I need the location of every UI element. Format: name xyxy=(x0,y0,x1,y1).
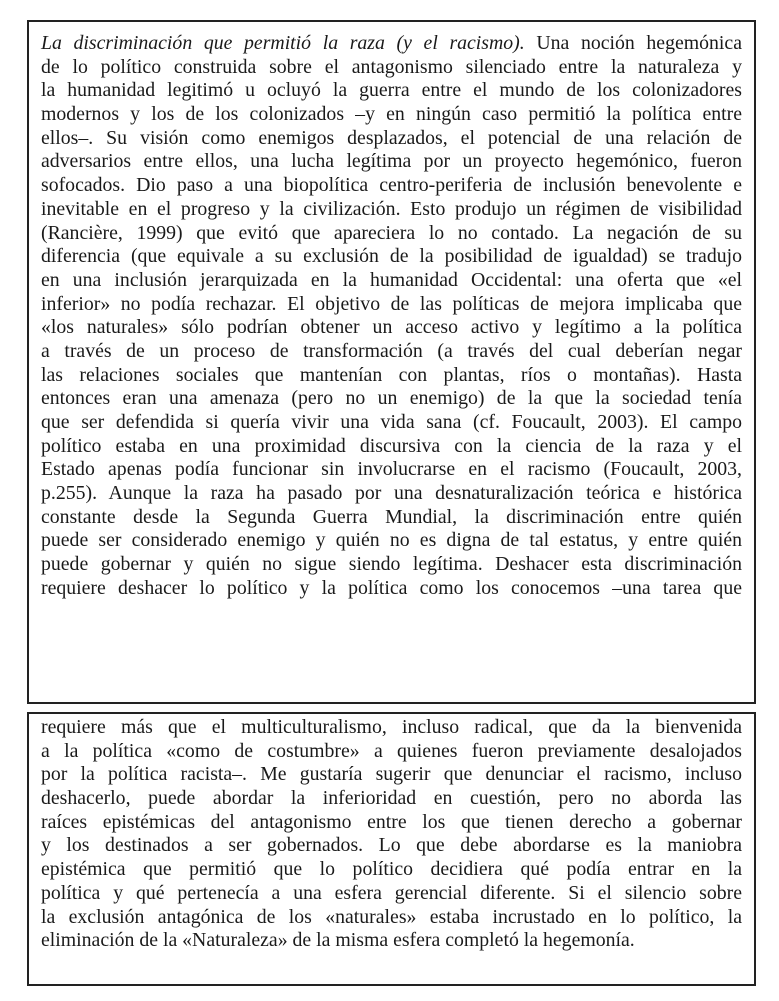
paragraph-line: la exclusión antagónica de los «naturales» estaba incrustado en lo político, la xyxy=(41,905,742,928)
paragraph-line: diferencia (que equivale a su exclusión de la posibilidad de igualdad) se tradujo xyxy=(41,245,742,268)
paragraph-line: política y qué pertenecía a una esfera gerencial diferente. Si el silencio sobre xyxy=(41,881,742,904)
paragraph-line: «los naturales» sólo podrían obtener un acceso activo y legítimo a la política xyxy=(41,316,742,339)
paragraph-line: y los destinados a ser gobernados. Lo que debe abordarse es la maniobra xyxy=(41,834,742,857)
paragraph-line: puede ser considerado enemigo y quién no es digna de tal estatus, y entre quién xyxy=(41,529,742,552)
section-heading: La discriminación que permitió la raza (y el racismo). xyxy=(41,32,525,54)
paragraph-line: de lo político construida sobre el antagonismo silenciado entre la naturaleza y xyxy=(41,55,742,78)
paragraph-line: inferior» no podía rechazar. El objetivo de las políticas de mejora implicaba que xyxy=(41,292,742,315)
paragraph-line: las relaciones sociales que mantenían con plantas, ríos o montañas). Hasta xyxy=(41,363,742,386)
paragraph-line: Estado apenas podía funcionar sin involucrarse en el racismo (Foucault, 2003, xyxy=(41,458,742,481)
paragraph-line: requiere deshacer lo político y la política como los conocemos –una tarea que xyxy=(41,576,742,599)
paragraph-line: la humanidad legitimó u ocluyó la guerra entre el mundo de los colonizadores xyxy=(41,79,742,102)
paragraph-line: eliminación de la «Naturaleza» de la misma esfera completó la hegemonía. xyxy=(41,929,635,952)
paragraph-line: ellos–. Su visión como enemigos desplazados, el potencial de una relación de xyxy=(41,126,742,149)
paragraph-line: raíces epistémicas del antagonismo entre los que tienen derecho a gobernar xyxy=(41,810,742,833)
paragraph-line: adversarios entre ellos, una lucha legítima por un proyecto hegemónico, fueron xyxy=(41,150,742,173)
paragraph-line-1 xyxy=(41,32,742,56)
paragraph-line: entonces eran una amenaza (pero no un enemigo) de la que la sociedad tenía xyxy=(41,387,742,410)
paragraph-line: a la política «como de costumbre» a quienes fueron previamente desalojados xyxy=(41,739,742,762)
paragraph-line: político estaba en una proximidad discursiva con la ciencia de la raza y el xyxy=(41,434,742,457)
paragraph-line: (Rancière, 1999) que evitó que apareciera lo no contado. La negación de su xyxy=(41,221,742,244)
paragraph-line: constante desde la Segunda Guerra Mundial, la discriminación entre quién xyxy=(41,505,742,528)
paragraph-line: modernos y los de los colonizados –y en ningún caso permitió la política entre xyxy=(41,103,742,126)
paragraph-line: requiere más que el multiculturalismo, incluso radical, que da la bienvenida xyxy=(41,716,742,738)
text-block-1 xyxy=(27,20,756,704)
paragraph-line: deshacerlo, puede abordar la inferioridad en cuestión, pero no aborda las xyxy=(41,787,742,810)
paragraph-line: sofocados. Dio paso a una biopolítica centro-periferia de inclusión benevolente e xyxy=(41,174,742,197)
paragraph-line: que ser defendida si quería vivir una vida sana (cf. Foucault, 2003). El campo xyxy=(41,411,742,433)
paragraph-line-1-text: Una noción hegemónica xyxy=(524,32,742,54)
paragraph-line: inevitable en el progreso y la civilización. Esto produjo un régimen de visibilidad xyxy=(41,197,742,220)
paragraph-line: a través de un proceso de transformación (a través del cual deberían negar xyxy=(41,339,742,362)
paragraph-line: en una inclusión jerarquizada en la humanidad Occidental: una oferta que «el xyxy=(41,268,742,291)
paragraph-line: por la política racista–. Me gustaría sugerir que denunciar el racismo, incluso xyxy=(41,763,742,786)
paragraph-line: p.255). Aunque la raza ha pasado por una desnaturalización teórica e histórica xyxy=(41,482,742,505)
paragraph-line: puede gobernar y quién no sigue siendo legítima. Deshacer esta discriminación xyxy=(41,553,742,576)
paragraph-line: epistémica que permitió que lo político decidiera qué podía entrar en la xyxy=(41,858,742,881)
text-block-2 xyxy=(27,712,756,986)
